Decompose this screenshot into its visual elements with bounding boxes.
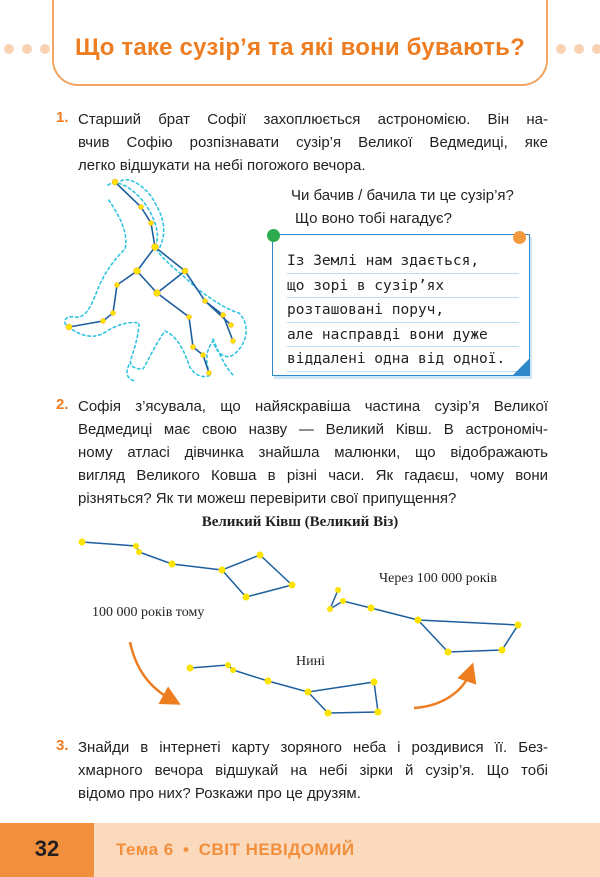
fact-note-card: [272, 234, 530, 376]
label-now: Нині: [296, 654, 325, 669]
decor-dot: [4, 44, 14, 54]
dipper-now-stars: [187, 662, 382, 717]
text-line: вчив Софію розпізнавати сузір’я Великої Ведмедиці, яке: [78, 134, 548, 151]
task-1-text: [78, 108, 548, 177]
text-line: ному атласі дівчинка знайшла малюнки, що відображають: [78, 444, 548, 461]
dipper-past: [82, 542, 292, 597]
note-line: розташовані поруч,: [287, 298, 519, 323]
text-line: вигляд Великого Ковша в різні часи. Як гадаєш, чому вони: [78, 467, 548, 484]
text-line: Знайди в інтернеті карту зоряного неба і роздивися її. Без-: [78, 739, 548, 756]
page-title: Що таке сузір’я та які вони бувають?: [75, 34, 525, 61]
theme-label: Тема 6: [116, 840, 174, 859]
dipper-now: [190, 665, 378, 713]
label-future: Через 100 000 років: [379, 571, 498, 586]
task-number: 2.: [56, 396, 69, 413]
note-line: віддалені одна від одної.: [287, 347, 519, 372]
label-past: 100 000 років тому: [92, 605, 205, 620]
decor-dot: [592, 44, 600, 54]
theme-title: СВІТ НЕВІДОМИЙ: [198, 840, 355, 859]
theme-separator: •: [183, 840, 190, 859]
question-line: Чи бачив / бачила ти це сузір’я?: [291, 187, 514, 204]
text-line: відомо про них? Розкажи про це друзям.: [78, 785, 361, 802]
folded-corner: [512, 358, 530, 376]
figure-title: Великий Ківш (Великий Віз): [201, 514, 399, 530]
text-line: хмарного вечора відшукай на небі зірки й сузір’я. Що тобі: [78, 762, 548, 779]
decor-dot: [22, 44, 32, 54]
constellation-lines: [69, 182, 233, 373]
green-pin-icon: [267, 229, 280, 242]
note-line: що зорі в сузір’ях: [287, 274, 519, 299]
big-dipper-figure: [0, 530, 600, 730]
orange-pin-icon: [513, 231, 526, 244]
task-number: 1.: [56, 109, 69, 126]
bear-outline: [65, 180, 246, 381]
text-line: Старший брат Софії захоплюється астрономією. Він на-: [78, 111, 548, 128]
dipper-past-stars: [79, 539, 296, 601]
decor-dot: [556, 44, 566, 54]
note-line: Із Землі нам здається,: [287, 249, 519, 274]
text-line: різняться? Як ти можеш перевірити свої припущення?: [78, 490, 457, 507]
footer-theme: [116, 840, 355, 860]
text-line: Ведмедиці має свою назву — Великий Ківш. В астрономіч-: [78, 421, 548, 438]
dipper-future: [330, 590, 518, 652]
text-line: Софія з’ясувала, що найяскравіша частина сузір’я Великої: [78, 398, 548, 415]
ursa-major-illustration: [55, 175, 265, 390]
text-line: легко відшукати на небі погожого вечора.: [78, 157, 366, 174]
arrow-past-to-now: [130, 642, 172, 700]
task-number: 3.: [56, 737, 69, 754]
decor-dot: [40, 44, 50, 54]
page-number: 32: [34, 836, 60, 861]
task-3-text: [78, 736, 548, 805]
task-2-text: [78, 395, 548, 510]
dipper-future-stars: [327, 587, 522, 656]
arrow-now-to-future: [414, 672, 470, 708]
question-line: Що воно тобі нагадує?: [295, 210, 453, 227]
decor-dot: [574, 44, 584, 54]
note-line: але насправді вони дуже: [287, 323, 519, 348]
